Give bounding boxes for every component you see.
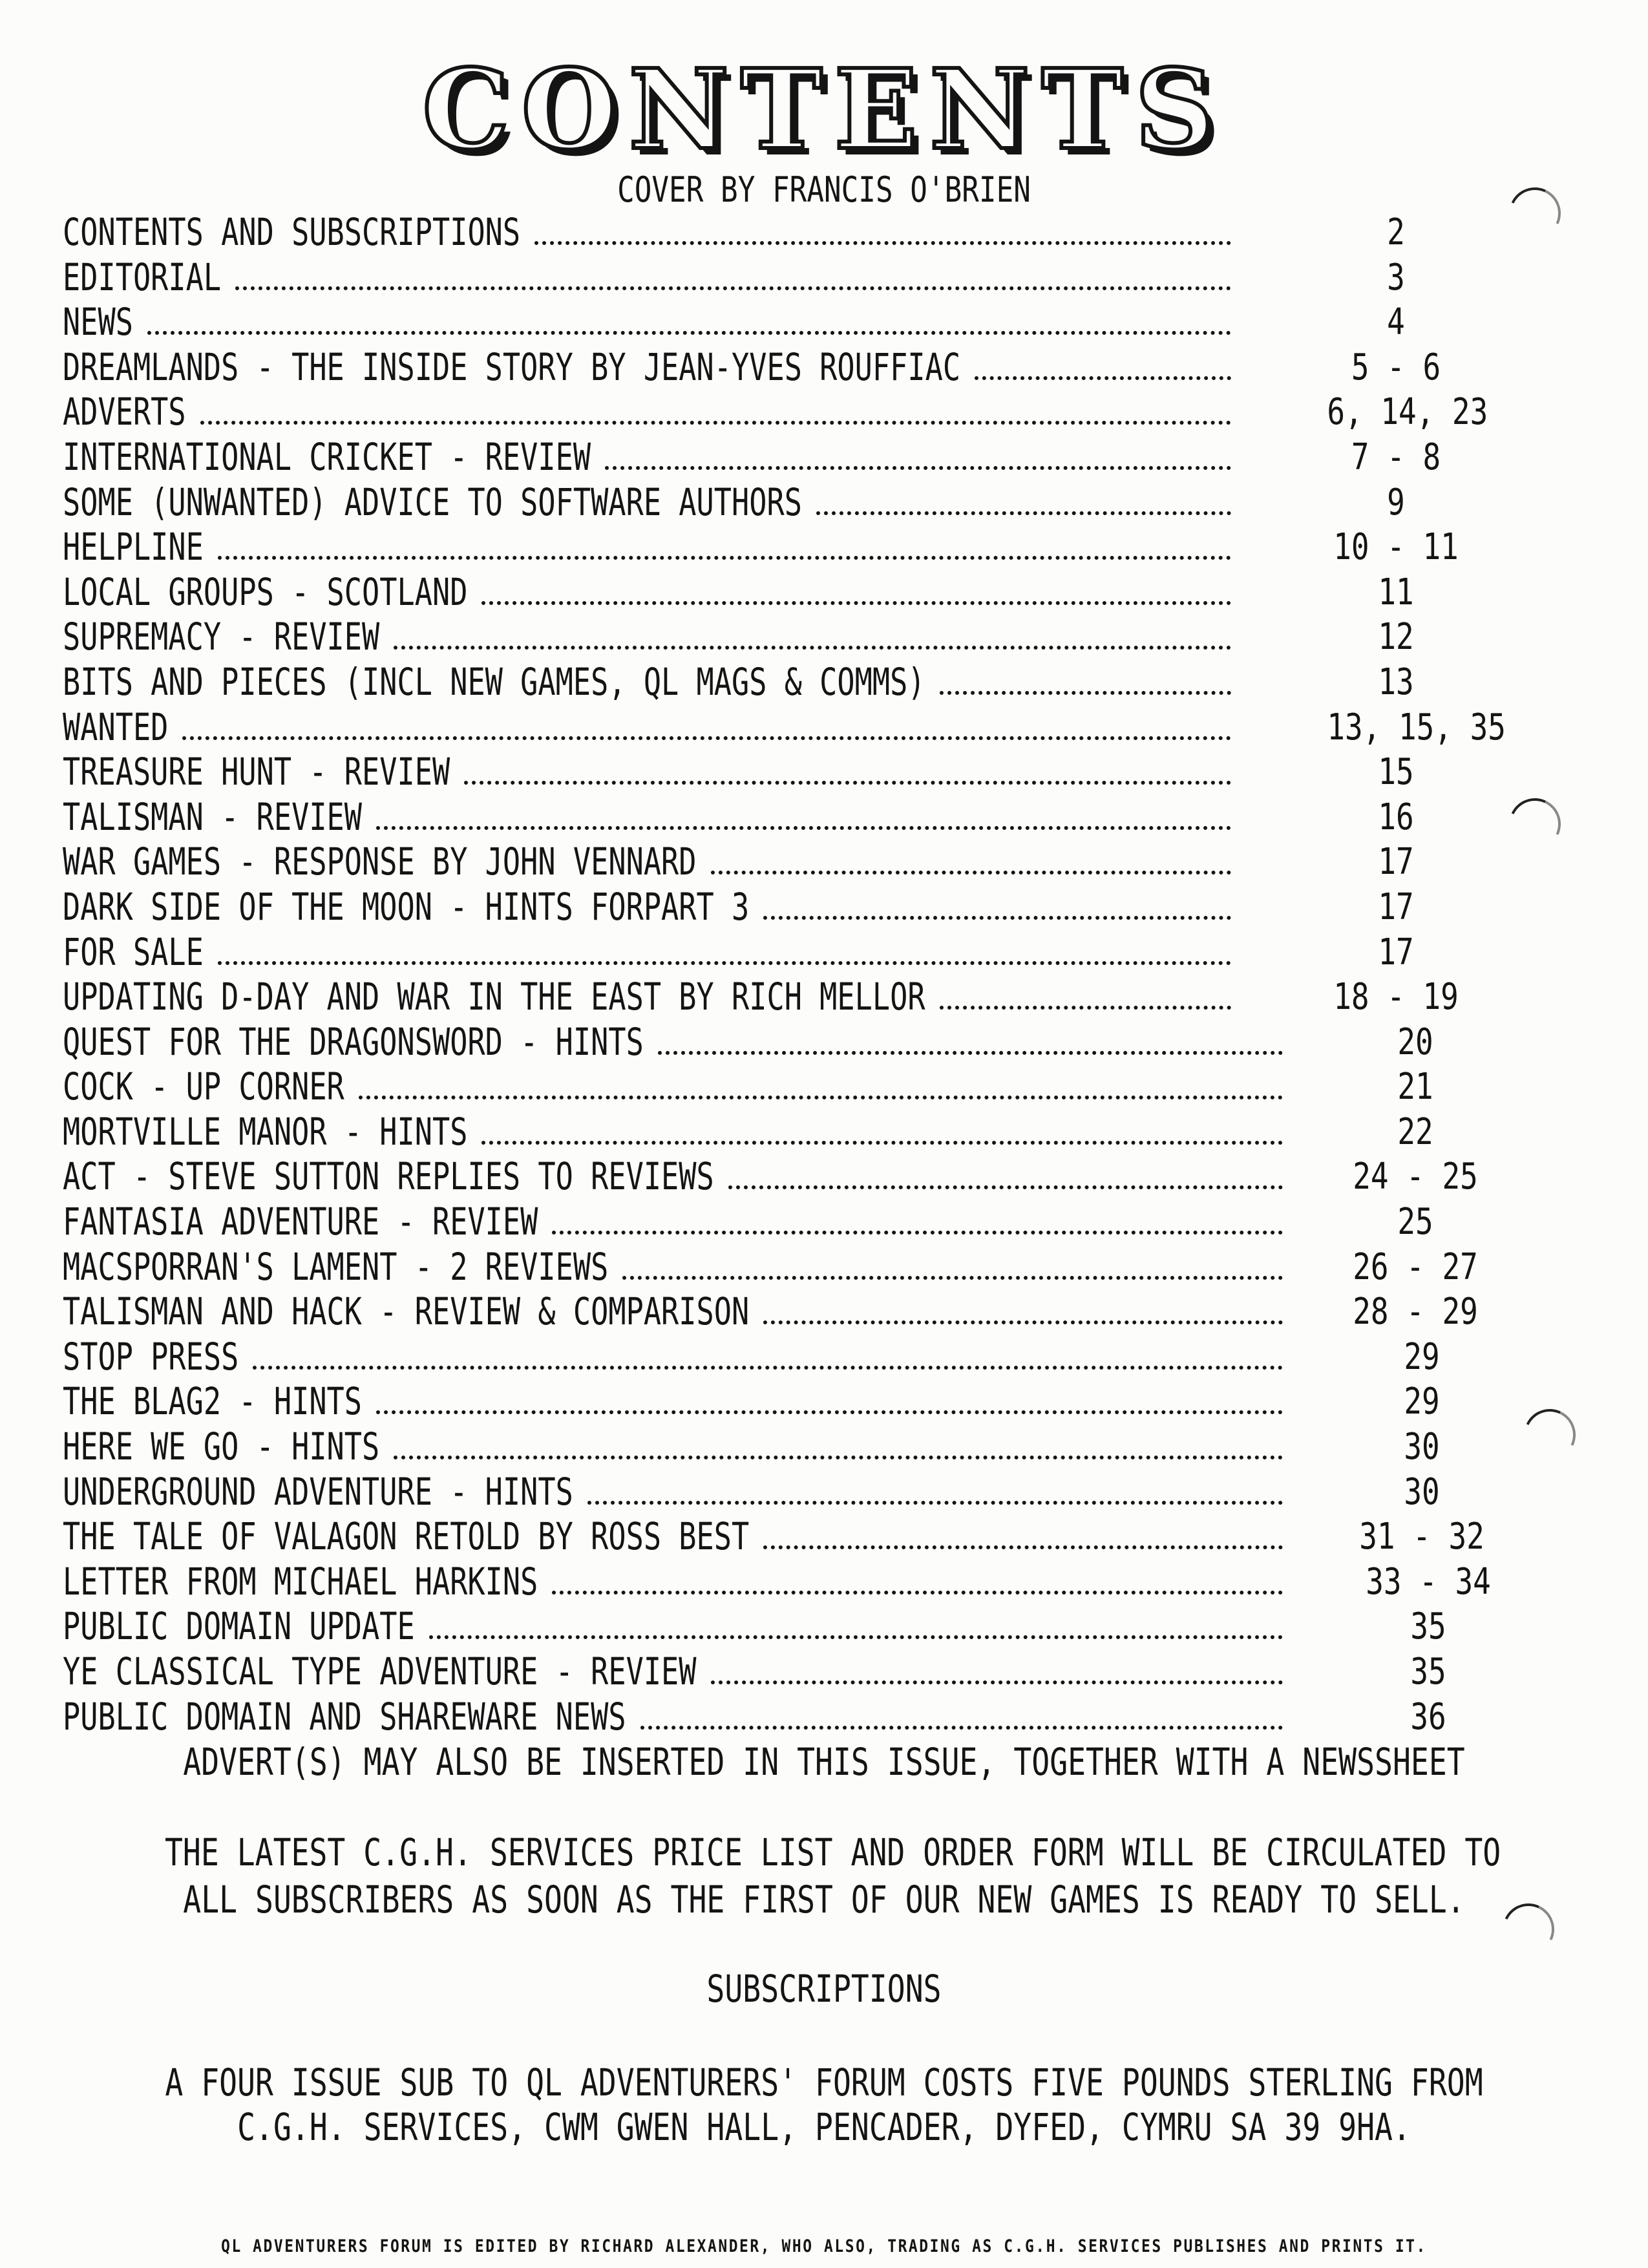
toc-dot-leader xyxy=(429,1635,1283,1639)
toc-entry xyxy=(63,1200,1484,1245)
punch-hole-mark xyxy=(1502,180,1569,247)
toc-entry-title: WAR GAMES - RESPONSE BY JOHN VENNARD xyxy=(63,840,697,884)
toc-entry-title: MACSPORRAN'S LAMENT - 2 REVIEWS xyxy=(63,1244,609,1289)
toc-entry-page: 12 xyxy=(1378,616,1414,659)
subscription-info-line-1: A FOUR ISSUE SUB TO QL ADVENTURERS' FORUM COSTS FIVE POUNDS STERLING FROM xyxy=(165,2061,1483,2104)
toc-entry xyxy=(63,255,1484,301)
toc-entry-page: 30 xyxy=(1404,1426,1440,1468)
toc-entry-title: COCK - UP CORNER xyxy=(63,1065,344,1109)
toc-dot-leader xyxy=(218,961,1231,965)
subscriptions-heading: SUBSCRIPTIONS xyxy=(706,1967,942,2011)
toc-entry-title: SUPREMACY - REVIEW xyxy=(63,615,380,659)
toc-entry xyxy=(63,390,1488,435)
toc-entry-page: 9 xyxy=(1387,481,1405,524)
toc-entry-page: 18 - 19 xyxy=(1333,976,1459,1019)
toc-entry xyxy=(63,525,1484,570)
toc-entry xyxy=(63,1514,1484,1560)
toc-entry xyxy=(63,1695,1484,1740)
toc-entry xyxy=(63,1065,1484,1110)
toc-entry-title: TREASURE HUNT - REVIEW xyxy=(63,750,450,794)
toc-dot-leader xyxy=(376,826,1231,830)
toc-dot-leader xyxy=(182,736,1231,740)
toc-entry-page: 30 xyxy=(1404,1470,1440,1513)
toc-entry-title: MORTVILLE MANOR - HINTS xyxy=(63,1109,468,1154)
toc-entry-page: 16 xyxy=(1378,796,1414,838)
toc-dot-leader xyxy=(940,1006,1231,1010)
toc-dot-leader xyxy=(816,511,1231,515)
toc-entry xyxy=(63,930,1484,975)
toc-entry-page: 29 xyxy=(1404,1381,1440,1423)
toc-entry-title: HELPLINE xyxy=(63,525,204,569)
toc-entry-title: ADVERTS xyxy=(63,390,186,434)
toc-entry xyxy=(63,750,1484,795)
toc-entry-page: 10 - 11 xyxy=(1333,526,1459,569)
toc-entry-page: 3 xyxy=(1387,256,1405,299)
toc-entry-page: 11 xyxy=(1378,571,1414,613)
toc-entry xyxy=(63,300,1484,345)
toc-dot-leader xyxy=(376,1410,1283,1414)
toc-entry xyxy=(63,1245,1484,1290)
toc-entry-page: 29 xyxy=(1404,1335,1440,1378)
cover-credit: COVER BY FRANCIS O'BRIEN xyxy=(617,169,1031,210)
punch-hole-mark xyxy=(1517,1402,1583,1468)
subscription-address-line-2: C.G.H. SERVICES, CWM GWEN HALL, PENCADER, DYFED, CYMRU SA 39 9HA. xyxy=(237,2105,1411,2149)
toc-entry-page: 20 xyxy=(1397,1021,1433,1063)
toc-entry-title: THE TALE OF VALAGON RETOLD BY ROSS BEST xyxy=(63,1514,750,1559)
editor-credit-footer: QL ADVENTURERS FORUM IS EDITED BY RICHARD ALEXANDER, WHO ALSO, TRADING AS C.G.H. SERVICES PUBLISHES AND PRINTS IT. xyxy=(221,2236,1427,2256)
toc-entry-title: INTERNATIONAL CRICKET - REVIEW xyxy=(63,434,591,479)
toc-dot-leader xyxy=(147,331,1231,335)
toc-dot-leader xyxy=(464,781,1231,785)
toc-entry-title: SOME (UNWANTED) ADVICE TO SOFTWARE AUTHORS xyxy=(63,480,802,524)
toc-dot-leader xyxy=(235,286,1231,290)
toc-entry-title: BITS AND PIECES (INCL NEW GAMES, QL MAGS & COMMS) xyxy=(63,659,925,704)
toc-entry-title: DARK SIDE OF THE MOON - HINTS FORPART 3 xyxy=(63,884,750,929)
toc-entry xyxy=(63,1289,1484,1335)
toc-entry xyxy=(63,1425,1484,1470)
insert-note: ADVERT(S) MAY ALSO BE INSERTED IN THIS ISSUE, TOGETHER WITH A NEWSSHEET xyxy=(183,1740,1465,1784)
toc-dot-leader xyxy=(728,1185,1283,1189)
toc-entry xyxy=(63,345,1484,390)
toc-entry-page: 17 xyxy=(1378,885,1414,928)
toc-entry-title: WANTED xyxy=(63,705,169,749)
toc-entry-title: STOP PRESS xyxy=(63,1334,239,1379)
toc-entry xyxy=(63,210,1484,255)
toc-entry-page: 13, 15, 35 xyxy=(1327,706,1506,748)
toc-entry-title: NEWS xyxy=(63,300,133,344)
toc-entry xyxy=(63,840,1484,885)
toc-dot-leader xyxy=(253,1366,1283,1370)
toc-entry-page: 13 xyxy=(1378,661,1414,703)
toc-entry xyxy=(63,435,1484,480)
toc-entry xyxy=(63,1379,1484,1425)
toc-entry-title: FOR SALE xyxy=(63,929,204,974)
toc-entry-page: 31 - 32 xyxy=(1359,1516,1484,1558)
price-list-note-line-2: ALL SUBSCRIBERS AS SOON AS THE FIRST OF OUR NEW GAMES IS READY TO SELL. xyxy=(183,1878,1465,1922)
toc-entry-title: TALISMAN AND HACK - REVIEW & COMPARISON xyxy=(63,1289,750,1334)
toc-entry-page: 6, 14, 23 xyxy=(1327,391,1488,434)
toc-entry-page: 35 xyxy=(1410,1651,1446,1693)
toc-entry-title: PUBLIC DOMAIN UPDATE xyxy=(63,1604,415,1649)
toc-entry-page: 24 - 25 xyxy=(1353,1156,1478,1198)
toc-dot-leader xyxy=(711,1680,1283,1684)
toc-dot-leader xyxy=(534,241,1231,245)
toc-dot-leader xyxy=(763,1545,1283,1549)
toc-entry-title: PUBLIC DOMAIN AND SHAREWARE NEWS xyxy=(63,1694,626,1739)
toc-dot-leader xyxy=(658,1051,1283,1055)
toc-dot-leader xyxy=(622,1276,1283,1280)
toc-dot-leader xyxy=(552,1591,1283,1595)
toc-entry-page: 22 xyxy=(1397,1110,1433,1153)
toc-entry xyxy=(63,1335,1484,1380)
toc-entry xyxy=(63,795,1484,840)
toc-entry-title: YE CLASSICAL TYPE ADVENTURE - REVIEW xyxy=(63,1649,697,1693)
toc-entry-page: 33 - 34 xyxy=(1366,1560,1491,1603)
toc-entry-page: 25 xyxy=(1397,1201,1433,1244)
toc-entry-page: 36 xyxy=(1410,1695,1446,1738)
toc-entry xyxy=(63,1470,1484,1515)
toc-entry-page: 21 xyxy=(1397,1066,1433,1108)
toc-entry-page: 26 - 27 xyxy=(1353,1245,1478,1288)
toc-entry xyxy=(63,660,1484,705)
toc-entry xyxy=(63,1020,1484,1065)
price-list-note-line-1: THE LATEST C.G.H. SERVICES PRICE LIST AND ORDER FORM WILL BE CIRCULATED TO xyxy=(165,1830,1501,1874)
toc-dot-leader xyxy=(605,466,1231,470)
toc-entry-title: QUEST FOR THE DRAGONSWORD - HINTS xyxy=(63,1019,644,1064)
toc-entry xyxy=(63,1559,1491,1605)
toc-dot-leader xyxy=(587,1501,1283,1505)
toc-entry xyxy=(63,615,1484,660)
toc-entry-page: 5 - 6 xyxy=(1351,346,1441,388)
toc-dot-leader xyxy=(711,871,1231,874)
toc-entry-page: 28 - 29 xyxy=(1353,1291,1478,1333)
toc-entry-page: 2 xyxy=(1387,211,1405,253)
table-of-contents xyxy=(63,210,1506,1739)
toc-entry xyxy=(63,705,1506,750)
toc-dot-leader xyxy=(218,556,1231,560)
toc-dot-leader xyxy=(940,691,1231,695)
toc-dot-leader xyxy=(763,1320,1283,1324)
toc-dot-leader xyxy=(394,646,1231,650)
toc-dot-leader xyxy=(481,601,1231,605)
toc-entry xyxy=(63,1154,1484,1200)
toc-dot-leader xyxy=(359,1096,1283,1099)
toc-entry xyxy=(63,975,1484,1020)
toc-entry-title: CONTENTS AND SUBSCRIPTIONS xyxy=(63,210,521,254)
toc-entry-page: 15 xyxy=(1378,751,1414,794)
toc-dot-leader xyxy=(394,1456,1283,1459)
toc-entry-title: UNDERGROUND ADVENTURE - HINTS xyxy=(63,1469,573,1514)
toc-entry-page: 35 xyxy=(1410,1606,1446,1648)
toc-entry-title: THE BLAG2 - HINTS xyxy=(63,1379,363,1424)
toc-entry xyxy=(63,570,1484,615)
toc-entry-page: 7 - 8 xyxy=(1351,436,1441,478)
toc-dot-leader xyxy=(763,916,1231,920)
toc-entry-page: 4 xyxy=(1387,301,1405,344)
toc-entry-title: LETTER FROM MICHAEL HARKINS xyxy=(63,1559,538,1604)
toc-entry-page: 17 xyxy=(1378,931,1414,973)
toc-entry xyxy=(63,1604,1484,1649)
toc-dot-leader xyxy=(481,1141,1283,1145)
toc-dot-leader xyxy=(640,1726,1283,1730)
toc-entry-title: TALISMAN - REVIEW xyxy=(63,794,363,839)
toc-entry-page: 17 xyxy=(1378,841,1414,884)
toc-entry xyxy=(63,1649,1484,1695)
punch-hole-mark xyxy=(1502,791,1569,858)
page-title: CONTENTS xyxy=(422,45,1226,175)
toc-entry xyxy=(63,1110,1484,1155)
toc-dot-leader xyxy=(552,1231,1283,1235)
punch-hole-mark xyxy=(1495,1896,1562,1963)
toc-entry-title: UPDATING D-DAY AND WAR IN THE EAST BY RICH MELLOR xyxy=(63,975,925,1019)
toc-entry xyxy=(63,885,1484,930)
toc-dot-leader xyxy=(200,421,1231,425)
toc-entry-title: HERE WE GO - HINTS xyxy=(63,1425,380,1469)
toc-dot-leader xyxy=(975,376,1231,380)
toc-entry-title: LOCAL GROUPS - SCOTLAND xyxy=(63,569,468,614)
toc-entry-title: DREAMLANDS - THE INSIDE STORY BY JEAN-YVES ROUFFIAC xyxy=(63,344,961,389)
toc-entry xyxy=(63,480,1484,525)
toc-entry-title: FANTASIA ADVENTURE - REVIEW xyxy=(63,1200,538,1244)
toc-entry-title: EDITORIAL xyxy=(63,255,222,299)
toc-entry-title: ACT - STEVE SUTTON REPLIES TO REVIEWS xyxy=(63,1154,714,1199)
